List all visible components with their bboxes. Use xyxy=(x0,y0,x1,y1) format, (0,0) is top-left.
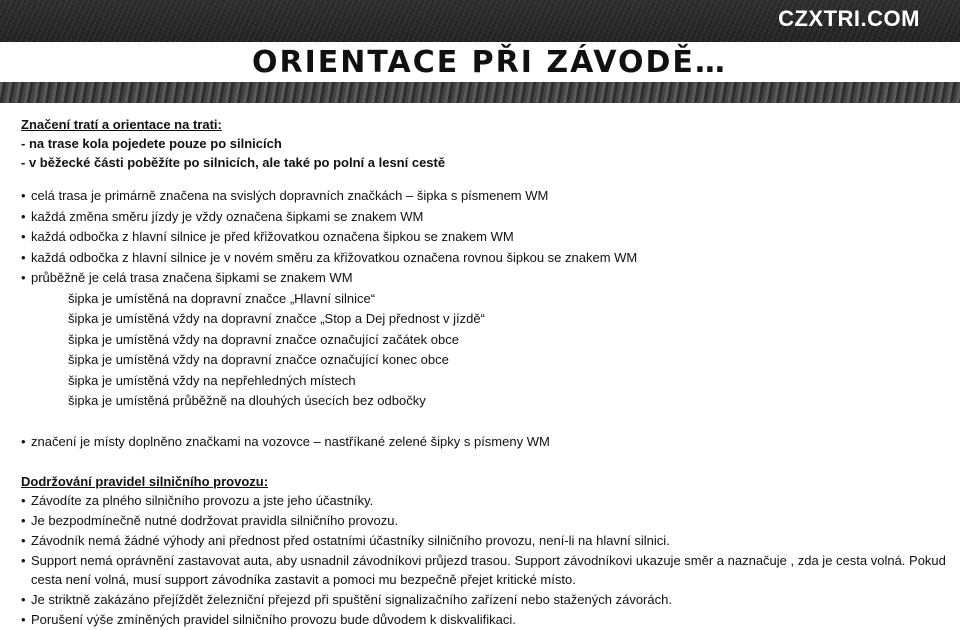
list-item: • celá trasa je primárně značena na svislých dopravních značkách – šipka s písmenem WM xyxy=(21,186,946,205)
list-item: • Závodník nemá žádné výhody ani přednost před ostatními účastníky silničního provozu, není-li na hlavní silnici. xyxy=(21,531,946,550)
brand-logo: CZXTRI.COM xyxy=(778,6,920,31)
section-heading-traffic-rules: Dodržování pravidel silničního provozu: xyxy=(21,474,269,489)
list-item: • značení je místy doplněno značkami na vozovce – nastříkané zelené šipky s písmeny WM xyxy=(21,432,946,451)
list-item: • každá odbočka z hlavní silnice je v novém směru za křižovatkou označena rovnou šipkou se znakem WM xyxy=(21,248,946,267)
page-title: ORIENTACE PŘI ZÁVODĚ… xyxy=(252,45,727,80)
list-item: • každá změna směru jízdy je vždy označena šipkami se znakem WM xyxy=(21,207,946,226)
sub-list-item: šipka je umístěná vždy na dopravní značce označující začátek obce xyxy=(68,331,459,347)
banner-texture-strip xyxy=(0,82,960,103)
sub-list-item: šipka je umístěná vždy na dopravní značce „Stop a Dej přednost v jízdě“ xyxy=(68,311,485,326)
intro-line-bike: - na trase kola pojedete pouze po silnicích xyxy=(21,136,282,151)
sub-list-item: šipka je umístěná vždy na nepřehledných místech xyxy=(68,372,356,388)
list-item: • Je striktně zakázáno přejíždět železniční přejezd při spuštění signalizačního zařízení nebo stažených závorách. xyxy=(21,590,946,609)
marking-list xyxy=(21,186,946,287)
list-item: • Support nemá oprávnění zastavovat auta, aby usnadnil závodníkovi průjezd trasou. Support závodníkovi ukazuje směr a naznačuje , zda je cesta volná. Pokud cesta není volná, musí support závodníka zastavit a pomoci mu bezpečně přejet kritické místo. xyxy=(21,551,946,589)
list-item: • každá odbočka z hlavní silnice je před křižovatkou označena šipkou se znakem WM xyxy=(21,227,946,246)
intro-line-run: - v běžecké části poběžíte po silnicích, ale také po polní a lesní cestě xyxy=(21,155,446,170)
list-item: • Závodíte za plného silničního provozu a jste jeho účastníky. xyxy=(21,491,946,510)
sub-list-item: šipka je umístěná na dopravní značce „Hlavní silnice“ xyxy=(68,290,376,306)
header-banner xyxy=(0,0,960,103)
list-item: • Porušení výše zmíněných pravidel silničního provozu bude důvodem k diskvalifikaci. xyxy=(21,610,946,629)
list-item: • Je bezpodmínečně nutné dodržovat pravidla silničního provozu. xyxy=(21,511,946,530)
section-heading-marking: Značení tratí a orientace na trati: xyxy=(21,117,222,132)
sub-list-item: šipka je umístěná průběžně na dlouhých úsecích bez odbočky xyxy=(68,393,426,408)
sub-list-item: šipka je umístěná vždy na dopravní značce označující konec obce xyxy=(68,352,449,367)
list-item: • průběžně je celá trasa značena šipkami se znakem WM xyxy=(21,268,946,287)
arrow-placement-list xyxy=(21,289,946,411)
content xyxy=(21,115,946,630)
road-marking-list xyxy=(21,432,946,451)
traffic-rules-list xyxy=(21,491,946,629)
